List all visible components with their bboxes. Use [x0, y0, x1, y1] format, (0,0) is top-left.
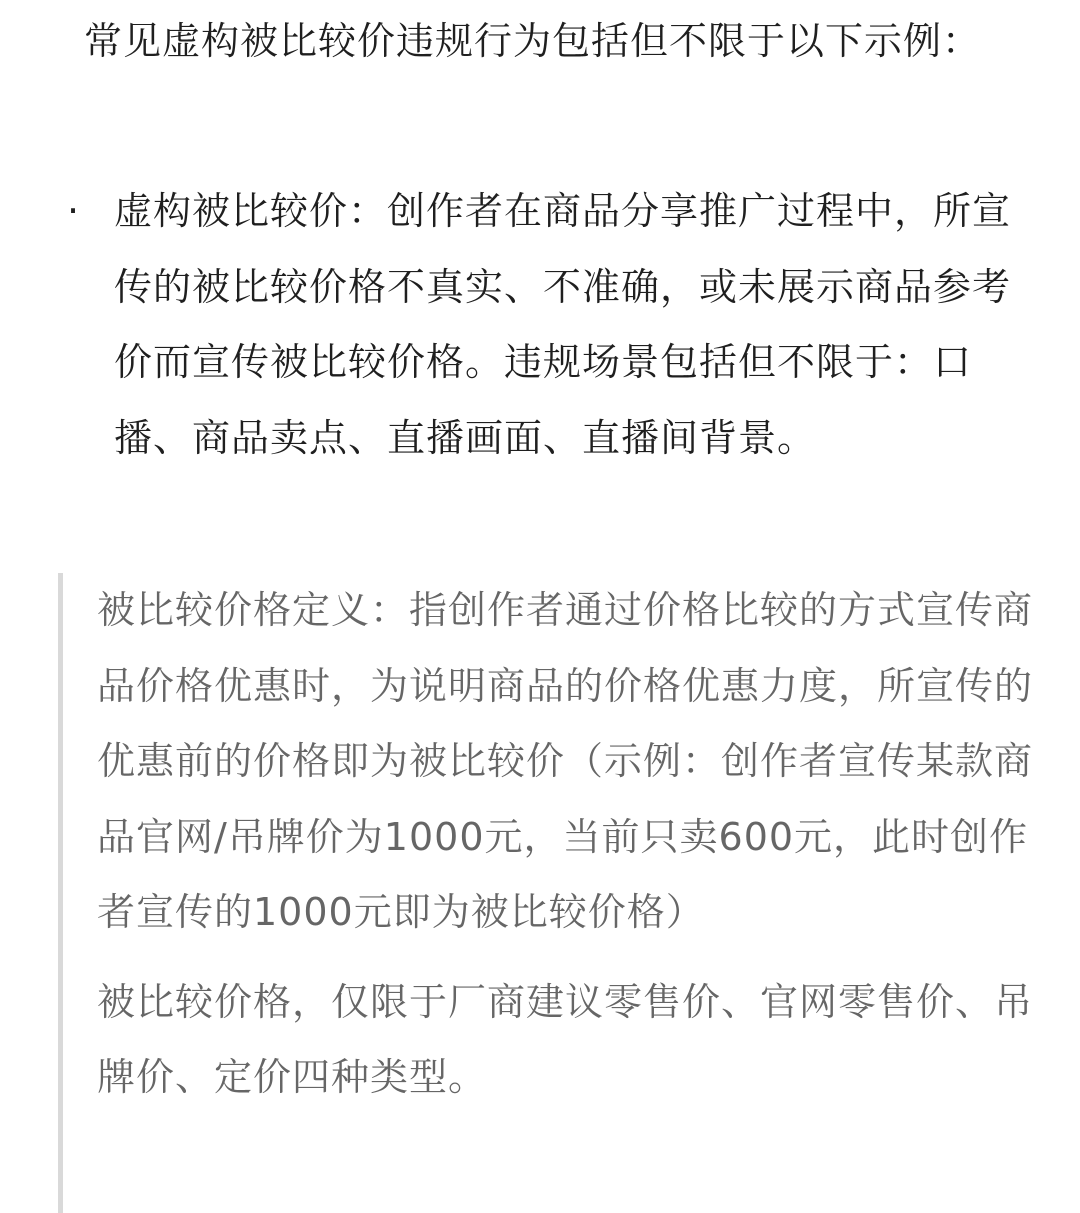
intro-paragraph: 常见虚构被比较价违规行为包括但不限于以下示例：: [84, 19, 982, 63]
bullet-list: [58, 174, 1028, 476]
bullet-text: 虚构被比较价：创作者在商品分享推广过程中，所宣传的被比较价格不真实、不准确，或未展示商品参考价而宣传被比较价格。违规场景包括但不限于：口播、商品卖点、直播画面、直播间背景。: [114, 189, 1012, 460]
list-item: [58, 174, 1028, 476]
quote-definition-paragraph: 被比较价格定义：指创作者通过价格比较的方式宣传商品价格优惠时，为说明商品的价格优惠力度，所宣传的优惠前的价格即为被比较价（示例：创作者宣传某款商品官网/吊牌价为1000元，当前只卖600元，此时创作者宣传的1000元即为被比较价格）: [97, 588, 1034, 934]
quote-scope-paragraph: 被比较价格，仅限于厂商建议零售价、官网零售价、吊牌价、定价四种类型。: [97, 979, 1034, 1099]
definition-quote: [58, 573, 1038, 1213]
bullet-marker: ·: [67, 189, 81, 233]
